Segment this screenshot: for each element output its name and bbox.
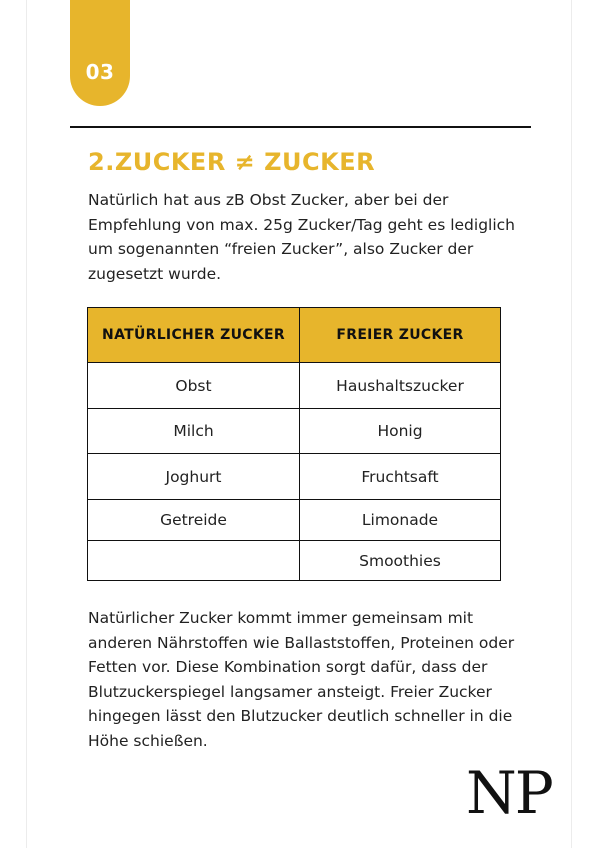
table-cell: Getreide xyxy=(88,500,300,541)
table-cell: Milch xyxy=(88,409,300,454)
table-row xyxy=(88,363,501,409)
table-row xyxy=(88,541,501,581)
table-cell: Haushaltszucker xyxy=(300,363,501,409)
np-logo: NP xyxy=(466,759,552,827)
table-cell: Honig xyxy=(300,409,501,454)
page-number-badge xyxy=(70,0,130,106)
table-cell: Limonade xyxy=(300,500,501,541)
table-cell: Joghurt xyxy=(88,454,300,500)
table-cell xyxy=(88,541,300,581)
intro-paragraph: Natürlich hat aus zB Obst Zucker, aber bei der Empfehlung von max. 25g Zucker/Tag geht es lediglich um sogenannten “freien Zucker”, also Zucker der zugesetzt wurde. xyxy=(88,191,515,283)
sugar-comparison-table xyxy=(87,307,501,581)
table-cell: Smoothies xyxy=(300,541,501,581)
header-natural-sugar: NATÜRLICHER ZUCKER xyxy=(88,308,300,363)
table-cell: Obst xyxy=(88,363,300,409)
table-row xyxy=(88,454,501,500)
page-number: 03 xyxy=(85,60,115,84)
outro-paragraph: Natürlicher Zucker kommt immer gemeinsam mit anderen Nährstoffen wie Ballaststoffen, Proteinen oder Fetten vor. Diese Kombination sorgt dafür, dass der Blutzuckerspiegel langsamer ansteigt. Freier Zucker hingegen lässt den Blutzucker deutlich schneller in die Höhe schießen. xyxy=(88,609,515,750)
section-heading: 2.ZUCKER ≠ ZUCKER xyxy=(88,148,376,176)
table-row xyxy=(88,500,501,541)
divider-line xyxy=(70,126,531,128)
header-free-sugar: FREIER ZUCKER xyxy=(300,308,501,363)
table-cell: Fruchtsaft xyxy=(300,454,501,500)
table-row xyxy=(88,409,501,454)
